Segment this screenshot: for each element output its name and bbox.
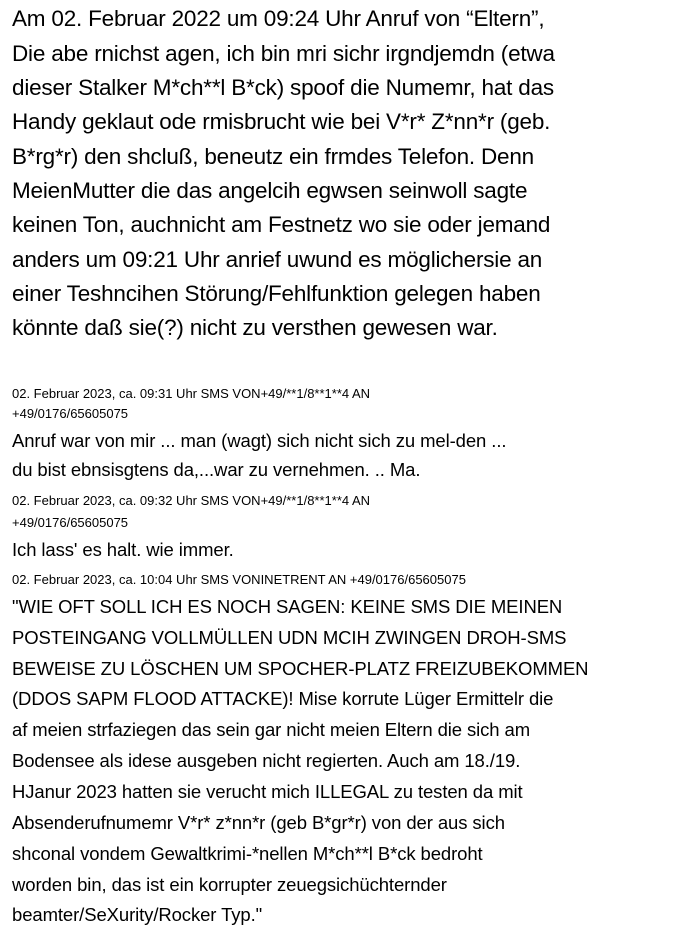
intro-line: einer Teshncihen Störung/Fehlfunktion gelegen haben — [12, 281, 541, 306]
intro-line: dieser Stalker M*ch**l B*ck) spoof die Numemr, hat das — [12, 75, 554, 100]
intro-line: Die abe rnichst agen, ich bin mri sichr irgndjemdn (etwa — [12, 41, 555, 66]
sms-body-line: Ich lass' es halt. wie immer. — [12, 539, 234, 560]
sms-body-line: Bodensee als idese ausgeben nicht regierten. Auch am 18./19. — [12, 750, 521, 771]
sms-body-line: shconal vondem Gewaltkrimi-*nellen M*ch**l B*ck bedroht — [12, 843, 483, 864]
intro-line: Handy geklaut ode rmisbrucht wie bei V*r* Z*nn*r (geb. — [12, 109, 551, 134]
intro-line: könnte daß sie(?) nicht zu versthen gewesen war. — [12, 315, 498, 340]
sms-header-line: 02. Februar 2023, ca. 10:04 Uhr SMS VONINETRENT AN +49/0176/65605075 — [12, 572, 466, 587]
sms-body-line: worden bin, das ist ein korrupter zeuegsichüchternder — [12, 874, 447, 895]
sms-header-line: 02. Februar 2023, ca. 09:31 Uhr SMS VON+49/**1/8**1**4 AN — [12, 386, 371, 401]
sms-header-line: 02. Februar 2023, ca. 09:32 Uhr SMS VON+49/**1/8**1**4 AN — [12, 493, 371, 508]
sms-body-line: "WIE OFT SOLL ICH ES NOCH SAGEN: KEINE SMS DIE MEINEN — [12, 596, 563, 617]
intro-line: MeienMutter die das angelcih egwsen seinwoll sagte — [12, 178, 528, 203]
intro-line: keinen Ton, auchnicht am Festnetz wo sie oder jemand — [12, 212, 551, 237]
sms-header-line: +49/0176/65605075 — [12, 406, 129, 421]
sms-body-line: af meien strfaziegen das sein gar nicht meien Eltern die sich am — [12, 719, 531, 740]
sms-body-line: Anruf war von mir ... man (wagt) sich nicht sich zu mel-den ... — [12, 430, 507, 451]
sms-body-line: BEWEISE ZU LÖSCHEN UM SPOCHER-PLATZ FREIZUBEKOMMEN — [12, 658, 589, 679]
intro-line: anders um 09:21 Uhr anrief uwund es möglichersie an — [12, 247, 543, 272]
intro-line: B*rg*r) den shcluß, beneutz ein frmdes Telefon. Denn — [12, 144, 534, 169]
sms-body-line: HJanur 2023 hatten sie verucht mich ILLEGAL zu testen da mit — [12, 781, 523, 802]
sms-body-line: Absenderufnumemr V*r* z*nn*r (geb B*gr*r) von der aus sich — [12, 812, 505, 833]
sms-body-line: du bist ebnsisgtens da,...war zu vernehmen. .. Ma. — [12, 459, 421, 480]
sms-body-line: (DDOS SAPM FLOOD ATTACKE)! Mise korrute Lüger Ermittelr die — [12, 688, 554, 709]
sms-body-line: POSTEINGANG VOLLMÜLLEN UDN MCIH ZWINGEN DROH-SMS — [12, 627, 567, 648]
sms-body-line: beamter/SeXurity/Rocker Typ." — [12, 904, 263, 925]
sms-header-line: +49/0176/65605075 — [12, 515, 129, 530]
intro-line: Am 02. Februar 2022 um 09:24 Uhr Anruf von “Eltern”, — [12, 6, 545, 31]
